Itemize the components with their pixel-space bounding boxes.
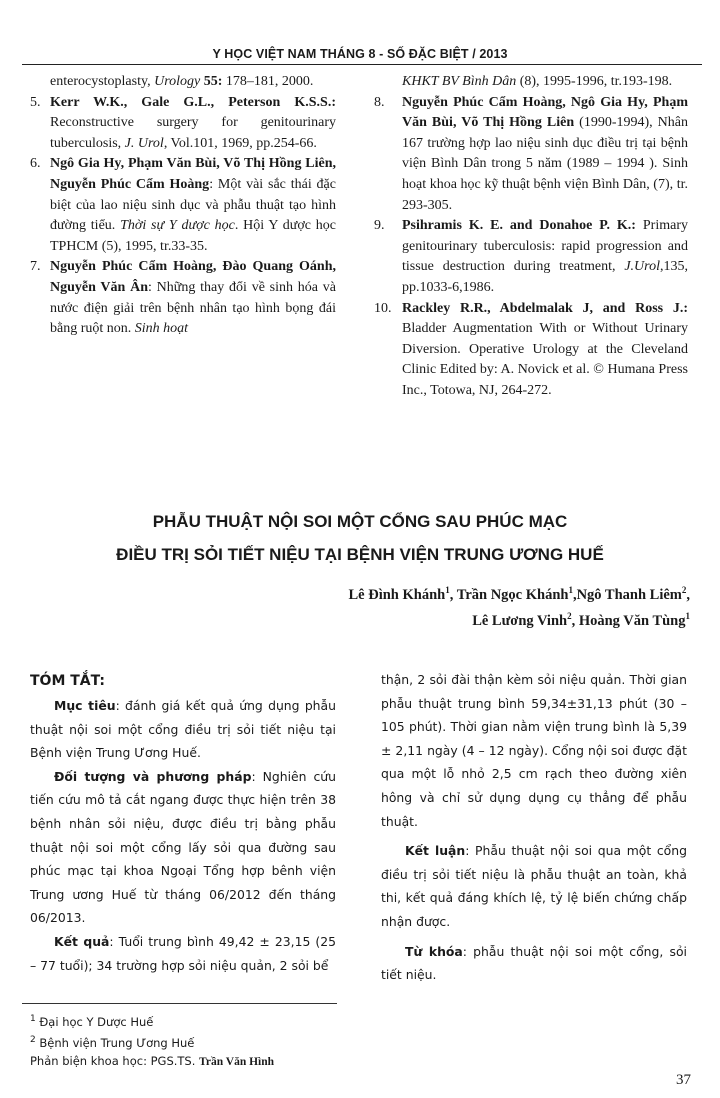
reference-9 [374, 216, 688, 298]
journal-header: Y HỌC VIỆT NAM THÁNG 8 - SỐ ĐẶC BIỆT / 2013 [212, 47, 508, 61]
ref-journal: Thời sự Y dược học [120, 218, 235, 234]
ref-text: 178–181, 2000. [222, 74, 314, 89]
reviewer-name: Trần Văn Hình [199, 1055, 275, 1068]
section-text: : đánh giá kết quả ứng dụng phẫu thuật nội soi một cổng điều trị sỏi tiết niệu tại Bệnh viện Trung Ương Huế. [30, 698, 336, 761]
article-authors: Lê Đình Khánh$^1$, Trần Ngọc Khánh$^1$,Ngô Thanh Liêm$^2$, Lê Lương Vinh$^2$, Hoàng Văn Tùng$^1$ [348, 585, 690, 629]
abstract-results-continued: thận, 2 sỏi đài thận kèm sỏi niệu quản. Thời gian phẫu thuật trung bình 59,34±31,13 phút (30 – 105 phút). Thời gian nằm viện trung bình là 5,39 ± 2,11 ngày (4 – 12 ngày). Cổng nội soi được đặt qua một lỗ nhỏ 2,5 cm rạch theo đường xiên hông và chỉ sử dụng dụng cụ thẳng để phẫu thuật. [381, 672, 687, 829]
section-text: : phẫu thuật nội soi một cổng, sỏi tiết niệu. [381, 943, 687, 983]
abstract-methods [30, 765, 336, 930]
section-label: Từ khóa [405, 943, 463, 959]
ref-text: enterocystoplasty, [50, 74, 155, 89]
ref-journal: J.Urol [624, 259, 660, 275]
references-left-column [30, 72, 336, 340]
footnote-text: Bệnh viện Trung Ương Huế [35, 1035, 195, 1050]
author-name: Ngô Thanh Liêm [576, 586, 682, 603]
abstract-keywords [381, 940, 687, 987]
section-label: Kết luận [405, 843, 466, 859]
ref-number: 7. [30, 259, 41, 275]
abstract-left-column [30, 668, 336, 977]
page-number: 37 [676, 1072, 691, 1088]
reviewer-note [30, 1052, 274, 1071]
ref-authors: Psihramis K. E. and Donahoe P. K.: [402, 218, 636, 234]
ref-number: 5. [30, 94, 41, 110]
ref-number: 10. [374, 300, 392, 316]
ref-journal: J. Urol [124, 135, 164, 151]
article-title [0, 505, 720, 571]
section-label: Mục tiêu [54, 698, 116, 713]
author-affiliation: 1 [685, 610, 690, 621]
ref-volume: 55: [200, 74, 223, 89]
ref-text: Bladder Augmentation With or Without Urinary Diversion. Operative Urology at the Cleveland Clinic Edited by: A. Novick et al. © Humana Press Inc., Totowa, NJ, 264-272. [402, 321, 688, 398]
abstract-conclusion [381, 839, 687, 933]
author-affiliation: 2 [681, 585, 687, 595]
section-label: Đối tượng và phương pháp [54, 768, 252, 784]
header-divider [22, 64, 702, 65]
footnote-text: Đại học Y Dược Huế [35, 1014, 154, 1029]
section-label: Kết quả [54, 933, 110, 949]
ref-text: : Những thay đổi về sinh hóa và nước điện giải trên bệnh nhân tạo hình bọng đái bằng ruột non. [50, 279, 337, 337]
footnote-1 [30, 1010, 274, 1031]
author-name: Hoàng Văn Tùng [578, 612, 686, 629]
author-name: Lê Đình Khánh [348, 586, 446, 603]
author-affiliation: 1 [445, 585, 450, 595]
ref-text: (1990-1994), Nhân 167 trường hợp lao niệu sinh dục điều trị tại bệnh viện Bình Dân trong 5 năm (1989 – 1994 ). Sinh hoạt khoa học kỹ thuật bệnh viện Bình Dân, (7), tr. 293-305. [402, 115, 689, 213]
references-right-column [374, 72, 689, 402]
ref-text: : Một vài sắc thái đặc biệt của lao niệu sinh dục và phẫu thuật tạo hình đường tiểu. [50, 176, 336, 234]
author-name: Trần Ngọc Khánh [456, 586, 569, 603]
title-line-2: ĐIỀU TRỊ SỎI TIẾT NIỆU TẠI BỆNH VIỆN TRUNG ƯƠNG HUẾ [116, 545, 604, 564]
ref-text: Primary genitourinary tuberculosis: rapid progression and tissue destruction during treatment, [402, 218, 688, 275]
reference-5 [30, 93, 336, 155]
ref-journal: Sinh hoạt [134, 321, 189, 337]
ref-journal: KHKT BV Bình Dân [402, 74, 517, 89]
ref-text: . Hội Y dược học TPHCM (5), 1995, tr.33-35. [50, 218, 336, 254]
ref-number: 8. [374, 94, 385, 110]
ref-text: Reconstructive surgery for genitourinary tuberculosis, [50, 115, 336, 151]
ref-journal: Urology [154, 74, 201, 89]
title-line-1: PHẪU THUẬT NỘI SOI MỘT CỔNG SAU PHÚC MẠC [152, 512, 568, 531]
section-text: : Phẫu thuật nội soi qua một cổng điều trị sỏi tiết niệu là phẫu thuật an toàn, khả thi, kết quả đáng khích lệ, tỷ lệ biến chứng chấp nhận được. [381, 843, 687, 929]
reviewer-label: Phản biện khoa học: PGS.TS. [30, 1053, 200, 1068]
ref-number: 9. [374, 218, 385, 234]
author-affiliation: 2 [567, 610, 572, 621]
footnote-mark: 1 [30, 1014, 36, 1024]
reference-4-continued [30, 72, 336, 93]
ref-authors: Nguyễn Phúc Cẩm Hoàng, Ngô Gia Hy, Phạm Văn Bùi, Võ Thị Hồng Liên [402, 94, 688, 131]
ref-text: (8), 1995-1996, tr.193-198. [516, 74, 673, 89]
ref-text: ,135, pp.1033-6,1986. [402, 259, 688, 295]
abstract-objective [30, 694, 336, 765]
ref-authors: Rackley R.R., Abdelmalak J, and Ross J.: [402, 300, 688, 316]
reference-7 [30, 257, 336, 339]
abstract-right-column [381, 668, 687, 987]
reference-8 [374, 93, 689, 217]
footnote-divider [22, 1003, 337, 1004]
ref-authors: Kerr W.K., Gale G.L., Peterson K.S.S.: [50, 94, 336, 110]
reference-7-continued [382, 72, 688, 93]
abstract-results [30, 930, 336, 977]
author-name: Lê Lương Vinh [472, 612, 568, 629]
footnote-mark: 2 [30, 1034, 36, 1045]
footnote-2 [30, 1031, 274, 1052]
section-text: : Tuổi trung bình 49,42 ± 23,15 (25 – 77 tuổi); 34 trường hợp sỏi niệu quản, 2 sỏi bể [30, 933, 336, 973]
ref-number: 6. [30, 156, 41, 172]
ref-authors: Ngô Gia Hy, Phạm Văn Bùi, Võ Thị Hồng Liên, Nguyễn Phúc Cẩm Hoàng [50, 156, 336, 192]
reference-6 [30, 154, 336, 257]
reference-10 [374, 299, 688, 402]
abstract-heading: TÓM TẮT: [30, 673, 106, 689]
section-text: : Nghiên cứu tiến cứu mô tả cắt ngang được thực hiện trên 38 bệnh nhân sỏi niệu, được điều trị bằng phẫu thuật nội soi một cổng lấy sỏi qua đường sau phúc mạc tại khoa Ngoại Tổng hợp bênh viện Trung ương Huế từ tháng 06/2012 đến tháng 06/2013. [30, 768, 336, 926]
ref-text: , Vol.101, 1969, pp.254-66. [163, 135, 317, 151]
ref-authors: Nguyễn Phúc Cẩm Hoàng, Đào Quang Oánh, Nguyễn Văn Ân [50, 259, 336, 295]
author-affiliation: 1 [568, 585, 573, 595]
footnotes [30, 1010, 274, 1071]
